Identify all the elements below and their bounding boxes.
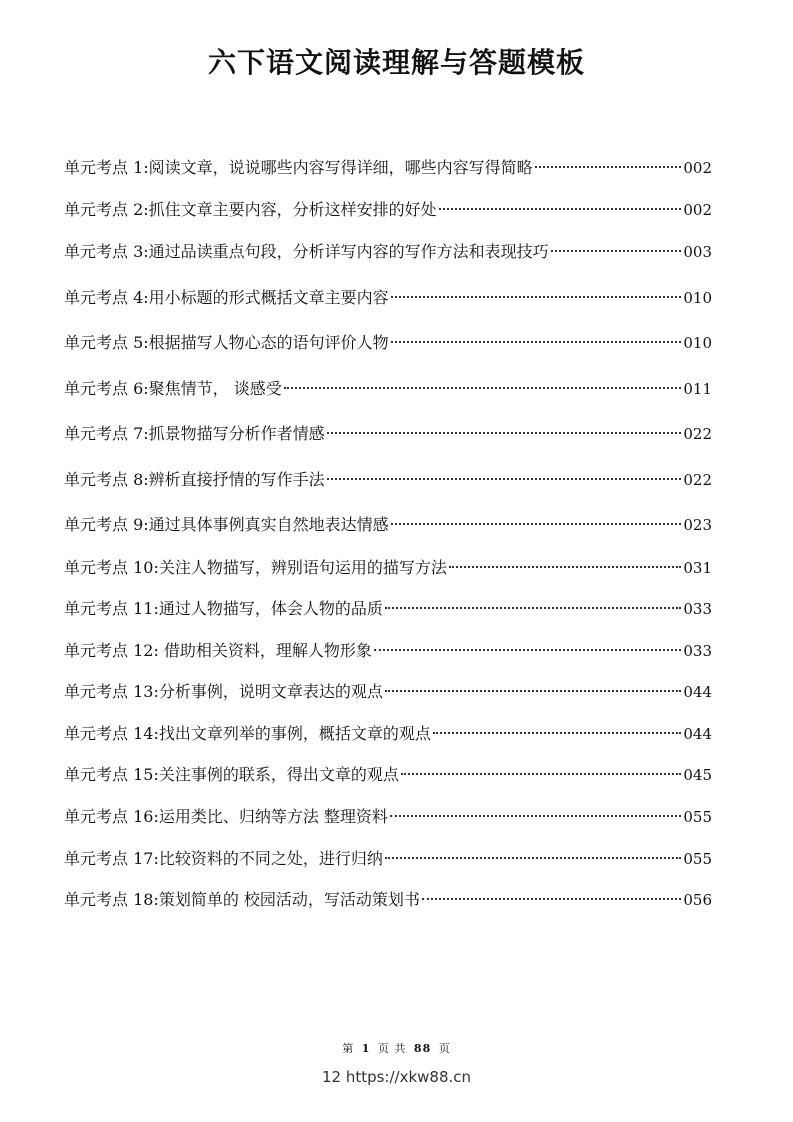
toc-entry-label: 单元考点 8:辨析直接抒情的写作手法: [64, 470, 325, 489]
footer-prefix: 第: [342, 1042, 355, 1055]
toc-entry-label: 单元考点 12: 借助相关资料，理解人物形象: [64, 641, 372, 660]
toc-entry-label: 单元考点 9:通过具体事例真实自然地表达情感: [64, 515, 389, 534]
toc-entry[interactable]: [64, 511, 712, 539]
page-title: 六下语文阅读理解与答题模板: [207, 46, 585, 79]
toc-entry-page-number: 002: [683, 201, 712, 219]
toc-entry-page-number: 031: [683, 559, 712, 577]
toc-entry-label: 单元考点 11:通过人物描写，体会人物的品质: [64, 599, 383, 618]
toc-dot-leader: [284, 387, 682, 389]
toc-entry[interactable]: [64, 375, 712, 403]
page-footer: [0, 1040, 793, 1056]
toc-dot-leader: [433, 732, 682, 734]
toc-entry[interactable]: [64, 554, 712, 582]
toc-dot-leader: [401, 773, 682, 775]
toc-entry-page-number: 003: [683, 243, 712, 261]
toc-dot-leader: [374, 649, 681, 651]
toc-dot-leader: [391, 523, 682, 525]
toc-entry[interactable]: [64, 420, 712, 448]
toc-entry[interactable]: [64, 196, 712, 224]
toc-dot-leader: [390, 815, 681, 817]
toc-entry-page-number: 045: [683, 766, 712, 784]
toc-entry-page-number: 055: [683, 808, 712, 826]
toc-entry-page-number: 056: [683, 891, 712, 909]
toc-entry-page-number: 022: [683, 425, 712, 443]
toc-entry-label: 单元考点 13:分析事例，说明文章表达的观点: [64, 682, 383, 701]
toc-entry-label: 单元考点 5:根据描写人物心态的语句评价人物: [64, 333, 389, 352]
watermark-url: 12 https://xkw88.cn: [321, 1068, 472, 1086]
footer-suffix: 页: [438, 1042, 451, 1055]
toc-entry[interactable]: [64, 803, 712, 831]
toc-entry-page-number: 010: [683, 334, 712, 352]
toc-entry-label: 单元考点 2:抓住文章主要内容，分析这样安排的好处: [64, 200, 437, 219]
toc-entry[interactable]: [64, 761, 712, 789]
toc-entry[interactable]: [64, 886, 712, 914]
toc-entry-label: 单元考点 15:关注事例的联系，得出文章的观点: [64, 765, 399, 784]
toc-entry[interactable]: [64, 595, 712, 623]
toc-dot-leader: [449, 566, 682, 568]
toc-entry-label: 单元考点 10:关注人物描写，辨别语句运用的描写方法: [64, 558, 447, 577]
toc-entry-page-number: 044: [683, 725, 712, 743]
toc-entry-page-number: 022: [683, 471, 712, 489]
toc-entry-page-number: 033: [683, 642, 712, 660]
toc-entry-page-number: 011: [683, 380, 712, 398]
toc-entry-page-number: 044: [683, 683, 712, 701]
toc-dot-leader: [327, 432, 682, 434]
toc-dot-leader: [439, 208, 682, 210]
toc-entry[interactable]: [64, 678, 712, 706]
toc-entry-page-number: 010: [683, 289, 712, 307]
toc-dot-leader: [327, 478, 682, 480]
toc-entry[interactable]: [64, 845, 712, 873]
toc-entry[interactable]: [64, 329, 712, 357]
toc-dot-leader: [391, 341, 682, 343]
toc-dot-leader: [385, 690, 682, 692]
toc-entry-page-number: 055: [683, 850, 712, 868]
footer-total-pages: 88: [413, 1042, 432, 1055]
toc-entry[interactable]: [64, 154, 712, 182]
toc-entry-label: 单元考点 14:找出文章列举的事例，概括文章的观点: [64, 724, 431, 743]
footer-mid: 页 共: [377, 1042, 407, 1055]
toc-entry-page-number: 033: [683, 600, 712, 618]
toc-entry[interactable]: [64, 720, 712, 748]
toc-dot-leader: [391, 296, 682, 298]
toc-entry-label: 单元考点 7:抓景物描写分析作者情感: [64, 424, 325, 443]
toc-dot-leader: [551, 250, 682, 252]
toc-entry-page-number: 023: [683, 516, 712, 534]
toc-entry[interactable]: [64, 238, 712, 266]
toc-entry-label: 单元考点 1:阅读文章，说说哪些内容写得详细，哪些内容写得简略: [64, 158, 533, 177]
toc-entry[interactable]: [64, 637, 712, 665]
toc-entry-page-number: 002: [683, 159, 712, 177]
toc-dot-leader: [385, 857, 682, 859]
toc-entry[interactable]: [64, 284, 712, 312]
toc-dot-leader: [385, 607, 682, 609]
toc-dot-leader: [535, 166, 682, 168]
toc-entry-label: 单元考点 16:运用类比、归纳等方法 整理资料: [64, 807, 388, 826]
toc-entry-label: 单元考点 6:聚焦情节， 谈感受: [64, 379, 282, 398]
toc-entry-label: 单元考点 17:比较资料的不同之处，进行归纳: [64, 849, 383, 868]
footer-current-page: 1: [361, 1042, 371, 1055]
toc-entry-label: 单元考点 18:策划简单的 校园活动，写活动策划书: [64, 890, 420, 909]
toc-dot-leader: [422, 898, 681, 900]
toc-entry[interactable]: [64, 466, 712, 494]
toc-entry-label: 单元考点 3:通过品读重点句段，分析详写内容的写作方法和表现技巧: [64, 242, 549, 261]
toc-entry-label: 单元考点 4:用小标题的形式概括文章主要内容: [64, 288, 389, 307]
